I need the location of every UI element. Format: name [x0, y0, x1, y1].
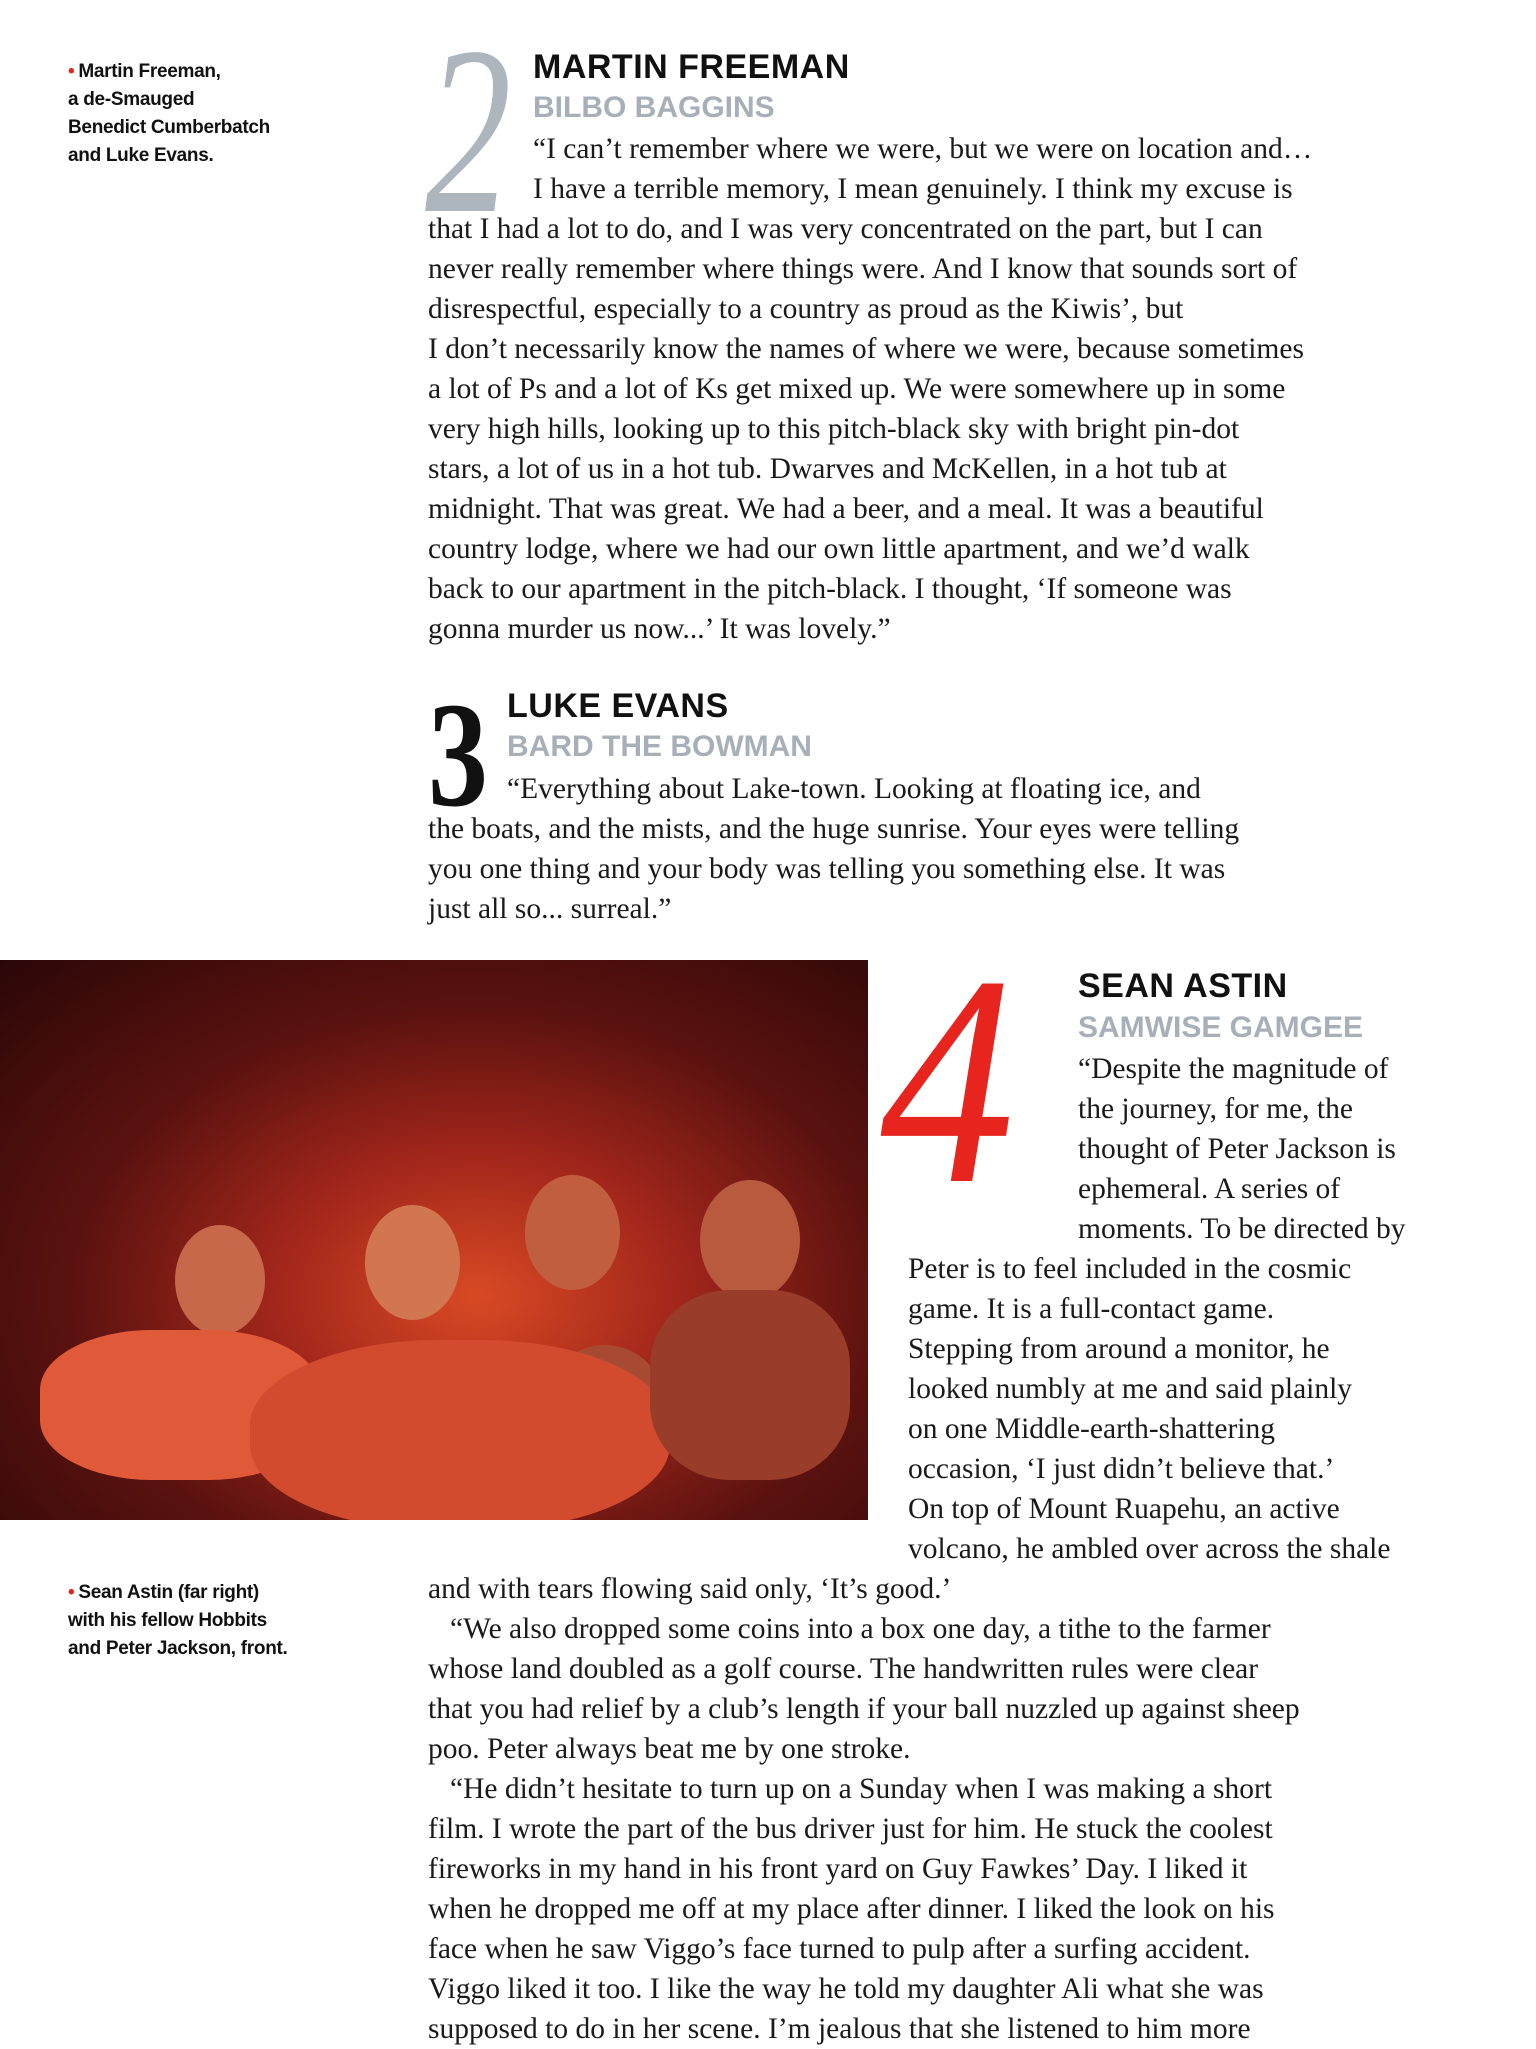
entry-role: SAMWISE GAMGEE	[1078, 1011, 1364, 1044]
bullet-dot: •	[68, 61, 75, 82]
caption-line: a de-Smauged	[68, 89, 195, 110]
caption-line: Martin Freeman,	[78, 61, 221, 82]
quote-line: I have a terrible memory, I mean genuinely. I think my excuse is	[533, 173, 1293, 205]
entry-number-4: 4	[880, 914, 1015, 1246]
quote-line: “We also dropped some coins into a box one day, a tithe to the farmer	[450, 1613, 1271, 1645]
quote-line: that you had relief by a club’s length if your ball nuzzled up against sheep	[428, 1693, 1300, 1725]
caption-line: and Luke Evans.	[68, 145, 214, 166]
quote-line: “Everything about Lake-town. Looking at floating ice, and	[507, 773, 1201, 805]
quote-line: when he dropped me off at my place after dinner. I liked the look on his	[428, 1893, 1275, 1925]
quote-line: ephemeral. A series of	[1078, 1173, 1341, 1205]
caption-line: Sean Astin (far right)	[78, 1582, 259, 1603]
quote-body	[428, 809, 1239, 929]
quote-line: fireworks in my hand in his front yard on Guy Fawkes’ Day. I liked it	[428, 1853, 1248, 1885]
entry-name: MARTIN FREEMAN	[533, 48, 850, 86]
quote-line: Stepping from around a monitor, he	[908, 1333, 1330, 1365]
quote-line: back to our apartment in the pitch-black. I thought, ‘If someone was	[428, 573, 1232, 605]
quote-lines	[908, 1249, 1390, 1569]
quote-line: whose land doubled as a golf course. The handwritten rules were clear	[428, 1653, 1259, 1685]
quote-line: film. I wrote the part of the bus driver just for him. He stuck the coolest	[428, 1813, 1273, 1845]
quote-line: stars, a lot of us in a hot tub. Dwarves and McKellen, in a hot tub at	[428, 453, 1227, 485]
quote-line: volcano, he ambled over across the shale	[908, 1533, 1391, 1565]
entry-role: BILBO BAGGINS	[533, 91, 775, 124]
quote-line: the boats, and the mists, and the huge sunrise. Your eyes were telling	[428, 813, 1240, 845]
entry-name: SEAN ASTIN	[1078, 967, 1288, 1005]
quote-line: poo. Peter always beat me by one stroke.	[428, 1733, 911, 1765]
quote-line: Viggo liked it too. I like the way he told my daughter Ali what she was	[428, 1973, 1264, 2005]
quote-line: moments. To be directed by	[1078, 1213, 1406, 1245]
quote-line: Peter is to feel included in the cosmic	[908, 1253, 1352, 1285]
quote-line: you one thing and your body was telling you something else. It was	[428, 853, 1226, 885]
quote-lines	[533, 129, 1312, 209]
quote-line: very high hills, looking up to this pitch-black sky with bright pin-dot	[428, 413, 1240, 445]
quote-body	[428, 209, 1304, 649]
caption-line: and Peter Jackson, front.	[68, 1638, 288, 1659]
quote-lines	[1078, 1049, 1406, 1249]
quote-line: midnight. That was great. We had a beer, and a meal. It was a beautiful	[428, 493, 1264, 525]
quote-line: the journey, for me, the	[1078, 1093, 1353, 1125]
entry-role: BARD THE BOWMAN	[507, 730, 812, 763]
quote-line: game. It is a full-contact game.	[908, 1293, 1275, 1325]
top-photo-caption	[68, 58, 298, 170]
quote-line: looked numbly at me and said plainly	[908, 1373, 1353, 1405]
quote-line: never really remember where things were. And I know that sounds sort of	[428, 253, 1298, 285]
hobbits-photo	[0, 960, 868, 1520]
caption-line: with his fellow Hobbits	[68, 1610, 267, 1631]
quote-line: a lot of Ps and a lot of Ks get mixed up. We were somewhere up in some	[428, 373, 1286, 405]
quote-line: On top of Mount Ruapehu, an active	[908, 1493, 1340, 1525]
entry-number-3: 3	[428, 672, 488, 838]
quote-line: on one Middle-earth-shattering	[908, 1413, 1275, 1445]
quote-line: disrespectful, especially to a country as proud as the Kiwis’, but	[428, 293, 1184, 325]
caption-line: Benedict Cumberbatch	[68, 117, 270, 138]
quote-line: I don’t necessarily know the names of where we were, because sometimes	[428, 333, 1304, 365]
quote-line: occasion, ‘I just didn’t believe that.’	[908, 1453, 1335, 1485]
quote-line: just all so... surreal.”	[428, 893, 672, 925]
entry-name: LUKE EVANS	[507, 687, 729, 725]
quote-line: gonna murder us now...’ It was lovely.”	[428, 613, 891, 645]
photo-caption	[68, 1579, 298, 1663]
quote-line: that I had a lot to do, and I was very concentrated on the part, but I can	[428, 213, 1263, 245]
quote-body	[428, 1569, 1300, 2049]
quote-line: “He didn’t hesitate to turn up on a Sunday when I was making a short	[450, 1773, 1273, 1805]
quote-line: “Despite the magnitude of	[1078, 1053, 1389, 1085]
quote-line: thought of Peter Jackson is	[1078, 1133, 1396, 1165]
quote-line: supposed to do in her scene. I’m jealous that she listened to him more	[428, 2013, 1251, 2045]
quote-line: “I can’t remember where we were, but we were on location and…	[533, 133, 1313, 165]
quote-line: and with tears flowing said only, ‘It’s good.’	[428, 1573, 952, 1605]
quote-line: country lodge, where we had our own little apartment, and we’d walk	[428, 533, 1250, 565]
quote-line: face when he saw Viggo’s face turned to pulp after a surfing accident.	[428, 1933, 1251, 1965]
bullet-dot: •	[68, 1582, 75, 1603]
entry-number-2: 2	[425, 0, 512, 263]
